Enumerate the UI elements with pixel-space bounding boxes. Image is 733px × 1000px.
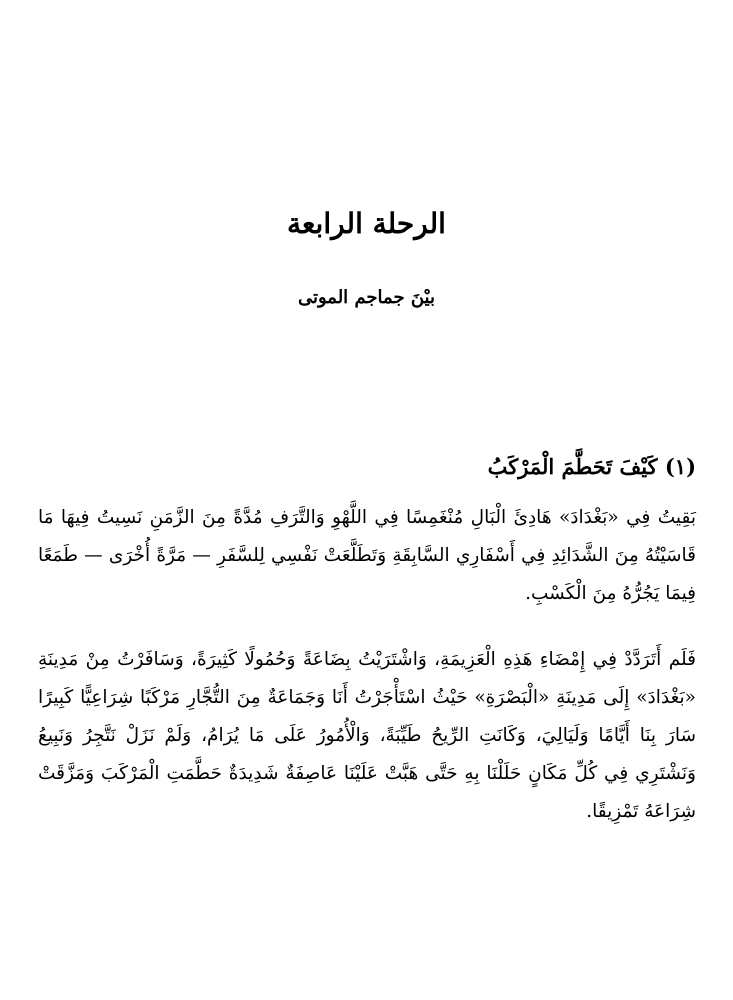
- chapter-title: الرحلة الرابعة: [287, 207, 446, 240]
- section-heading: (١) كَيْفَ تَحَطَّمَ الْمَرْكَبُ: [487, 454, 696, 479]
- section: [38, 445, 696, 831]
- chapter-subtitle: بيْنَ جماجم الموتى: [297, 287, 435, 308]
- paragraph-2: فَلَم أَتَرَدَّدْ فِي إِمْضَاءِ هَذِهِ الْعَزِيمَةِ، وَاشْتَرَيْتُ بِضَاعَةً وَحُمُولًا كَثِيرَةً، وَسَافَرْتُ مِنْ مَدِينَةِ «بَغْدَادَ» إِلَى مَدِينَةِ «الْبَصْرَةِ» حَيْثُ اسْتَأْجَرْتُ أَنَا وَجَمَاعَةٌ مِنَ التُّجَّارِ مَرْكَبًا شِرَاعِيًّا كَبِيرًا سَارَ بِنَا أَيَّامًا وَلَيَالِيَ، وَكَانَتِ الرِّيحُ طَيِّبَةً، وَالْأُمُورُ عَلَى مَا يُرَامُ، وَلَمْ نَزَلْ نَتَّجِرُ وَنَبِيعُ وَنَشْتَرِي فِي كُلِّ مَكَانٍ حَلَلْنَا بِهِ حَتَّى هَبَّتْ عَلَيْنَا عَاصِفَةٌ شَدِيدَةٌ حَطَّمَتِ الْمَرْكَبَ وَمَزَّقَتْ شِرَاعَهُ تَمْزِيقًا.: [38, 649, 696, 822]
- paragraph-1: بَقِيتُ فِي «بَغْدَادَ» هَادِئَ الْبَالِ مُنْغَمِسًا فِي اللَّهْوِ وَالتَّرَفِ مُدَّةً مِنَ الزَّمَنِ نَسِيتُ فِيهَا مَا قَاسَيْتُهُ مِنَ الشَّدَائِدِ فِي أَسْفَارِي السَّابِقَةِ وَتَطَلَّعَتْ نَفْسِي لِلسَّفَرِ — مَرَّةً أُخْرَى — طَمَعًا فِيمَا يَجُرُّهُ مِنَ الْكَسْبِ.: [38, 507, 696, 604]
